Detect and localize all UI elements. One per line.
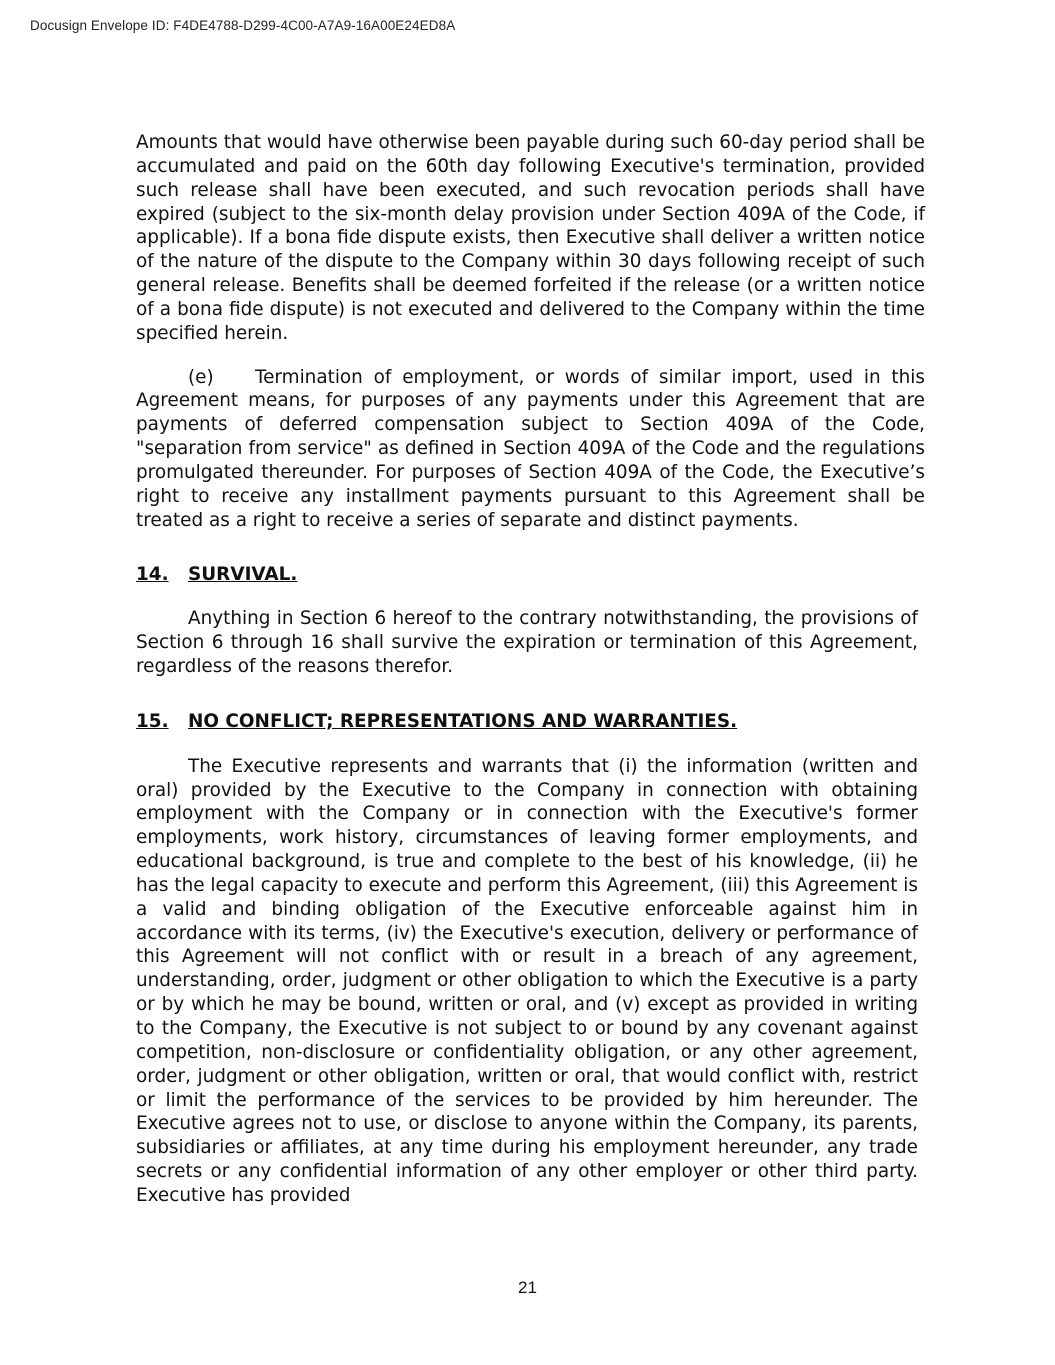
item-e-text: Termination of employment, or words of similar import, used in this Agreement means, for purposes of any payments under this Agreement that are payments of deferred compensation subject to Section 409A of the Code, "separation from service" as defined in Section 409A of the Code and the regulations promulgated thereunder. For purposes of Section 409A of the Code, the Executive’s right to receive any installment payments pursuant to this Agreement shall be treated as a right to receive a series of separate and distinct payments. [136,366,925,531]
page-number: 21 [518,1278,537,1297]
section-15-title: NO CONFLICT; REPRESENTATIONS AND WARRANTIES. [188,710,738,732]
section-15-body: The Executive represents and warrants that (i) the information (written and oral) provided by the Executive to the Company in connection with obtaining employment with the Company or in connection with the Executive's former employments, work history, circumstances of leaving former employments, and educational background, is true and complete to the best of his knowledge, (ii) he has the legal capacity to execute and perform this Agreement, (iii) this Agreement is a valid and binding obligation of the Executive enforceable against him in accordance with its terms, (iv) the Executive's execution, delivery or performance of this Agreement will not conflict with or result in a breach of any agreement, understanding, order, judgment or other obligation to which the Executive is a party or by which he may be bound, written or oral, and (v) except as provided in writing to the Company, the Executive is not subject to or bound by any covenant against competition, non-disclosure or confidentiality obligation, or any other agreement, order, judgment or other obligation, written or oral, that would conflict with, restrict or limit the performance of the services to be provided by him hereunder. The Executive agrees not to use, or disclose to anyone within the Company, its parents, subsidiaries or affiliates, at any time during his employment hereunder, any trade secrets or any confidential information of any other employer or other third party. Executive has provided [136,755,918,1206]
spacer [136,346,925,366]
document-body [136,131,925,1208]
item-e-paragraph [136,366,925,533]
section-14-body: Anything in Section 6 hereof to the contrary notwithstanding, the provisions of Section 6 through 16 shall survive the expiration or termination of this Agreement, regardless of the reasons therefor. [136,608,918,678]
section-14-heading [136,563,925,587]
section-15-number: 15. [136,710,169,732]
continuation-paragraph: Amounts that would have otherwise been payable during such 60-day period shall be accumulated and paid on the 60th day following Executive's termination, provided such release shall have been executed, and such revocation periods shall have expired (subject to the six-month delay provision under Section 409A of the Code, if applicable). If a bona fide dispute exists, then Executive shall deliver a written notice of the nature of the dispute to the Company within 30 days following receipt of such general release. Benefits shall be deemed forfeited if the release (or a written notice of a bona fide dispute) is not executed and delivered to the Company within the time specified herein. [136,132,925,344]
spacer [136,734,925,755]
spacer [136,533,925,563]
spacer [136,679,925,710]
section-14-title: SURVIVAL. [188,563,298,585]
section-15-heading [136,710,925,734]
section-14-number: 14. [136,563,169,585]
item-e-label: (e) [188,366,214,388]
envelope-id: Docusign Envelope ID: F4DE4788-D299-4C00-A7A9-16A00E24ED8A [30,18,456,33]
spacer [136,586,925,607]
